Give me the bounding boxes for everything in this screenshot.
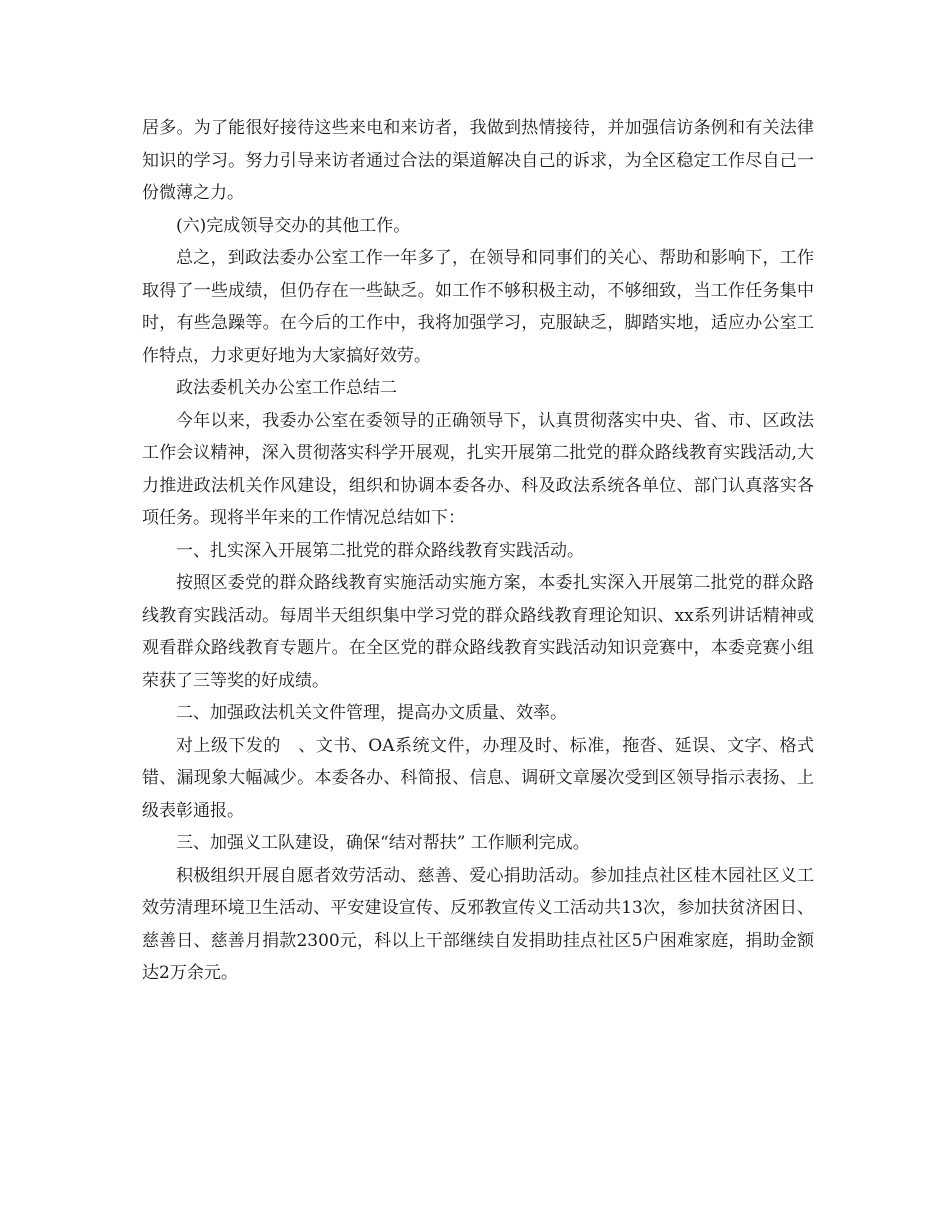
paragraph-summary: 总之，到政法委办公室工作一年多了，在领导和同事们的关心、帮助和影响下，工作取得了一些成绩，但仍存在一些缺乏。如工作不够积极主动，不够细致，当工作任务集中时，有些急躁等。在今后的工作中，我将加强学习，克服缺乏，脚踏实地，适应办公室工作特点，力求更好地为大家搞好效劳。 bbox=[142, 248, 814, 366]
paragraph-section-three: 积极组织开展自愿者效劳活动、慈善、爱心捐助活动。参加挂点社区桂木园社区义工效劳清理环境卫生活动、平安建设宣传、反邪教宣传义工活动共13次，参加扶贫济困日、慈善日、慈善月捐款2300元，科以上干部继续自发捐助挂点社区5户困难家庭，捐助金额达2万余元。 bbox=[142, 865, 814, 983]
document-body bbox=[142, 112, 814, 990]
heading-section-two: 二、加强政法机关文件管理，提高办文质量、效率。 bbox=[176, 703, 567, 723]
paragraph-intro: 今年以来，我委办公室在委领导的正确领导下，认真贯彻落实中央、省、市、区政法工作会议精神，深入贯彻落实科学开展观，扎实开展第二批党的群众路线教育实践活动,大力推进政法机关作风建设，组织和协调本委各办、科及政法系统各单位、部门认真落实各项任务。现将半年来的工作情况总结如下： bbox=[142, 410, 814, 528]
paragraph-item-six: (六)完成领导交办的其他工作。 bbox=[176, 215, 411, 236]
heading-section-three: 三、加强义工队建设，确保“结对帮扶” 工作顺利完成。 bbox=[176, 833, 590, 853]
section-title-summary-two: 政法委机关办公室工作总结二 bbox=[176, 378, 397, 398]
heading-section-one: 一、扎实深入开展第二批党的群众路线教育实践活动。 bbox=[176, 540, 584, 561]
paragraph-section-one: 按照区委党的群众路线教育实施活动实施方案，本委扎实深入开展第二批党的群众路线教育实践活动。每周半天组织集中学习党的群众路线教育理论知识、xx系列讲话精神或观看群众路线教育专题片。在全区党的群众路线教育实践活动知识竞赛中，本委竞赛小组荣获了三等奖的好成绩。 bbox=[142, 573, 814, 691]
paragraph-petition-continuation: 居多。为了能很好接待这些来电和来访者，我做到热情接待，并加强信访条例和有关法律知识的学习。努力引导来访者通过合法的渠道解决自己的诉求，为全区稳定工作尽自己一份微薄之力。 bbox=[142, 118, 814, 203]
paragraph-section-two: 对上级下发的 、文书、OA系统文件，办理及时、标准，拖沓、延误、文字、格式错、漏现象大幅减少。本委各办、科简报、信息、调研文章屡次受到区领导指示表扬、上级表彰通报。 bbox=[142, 735, 814, 821]
